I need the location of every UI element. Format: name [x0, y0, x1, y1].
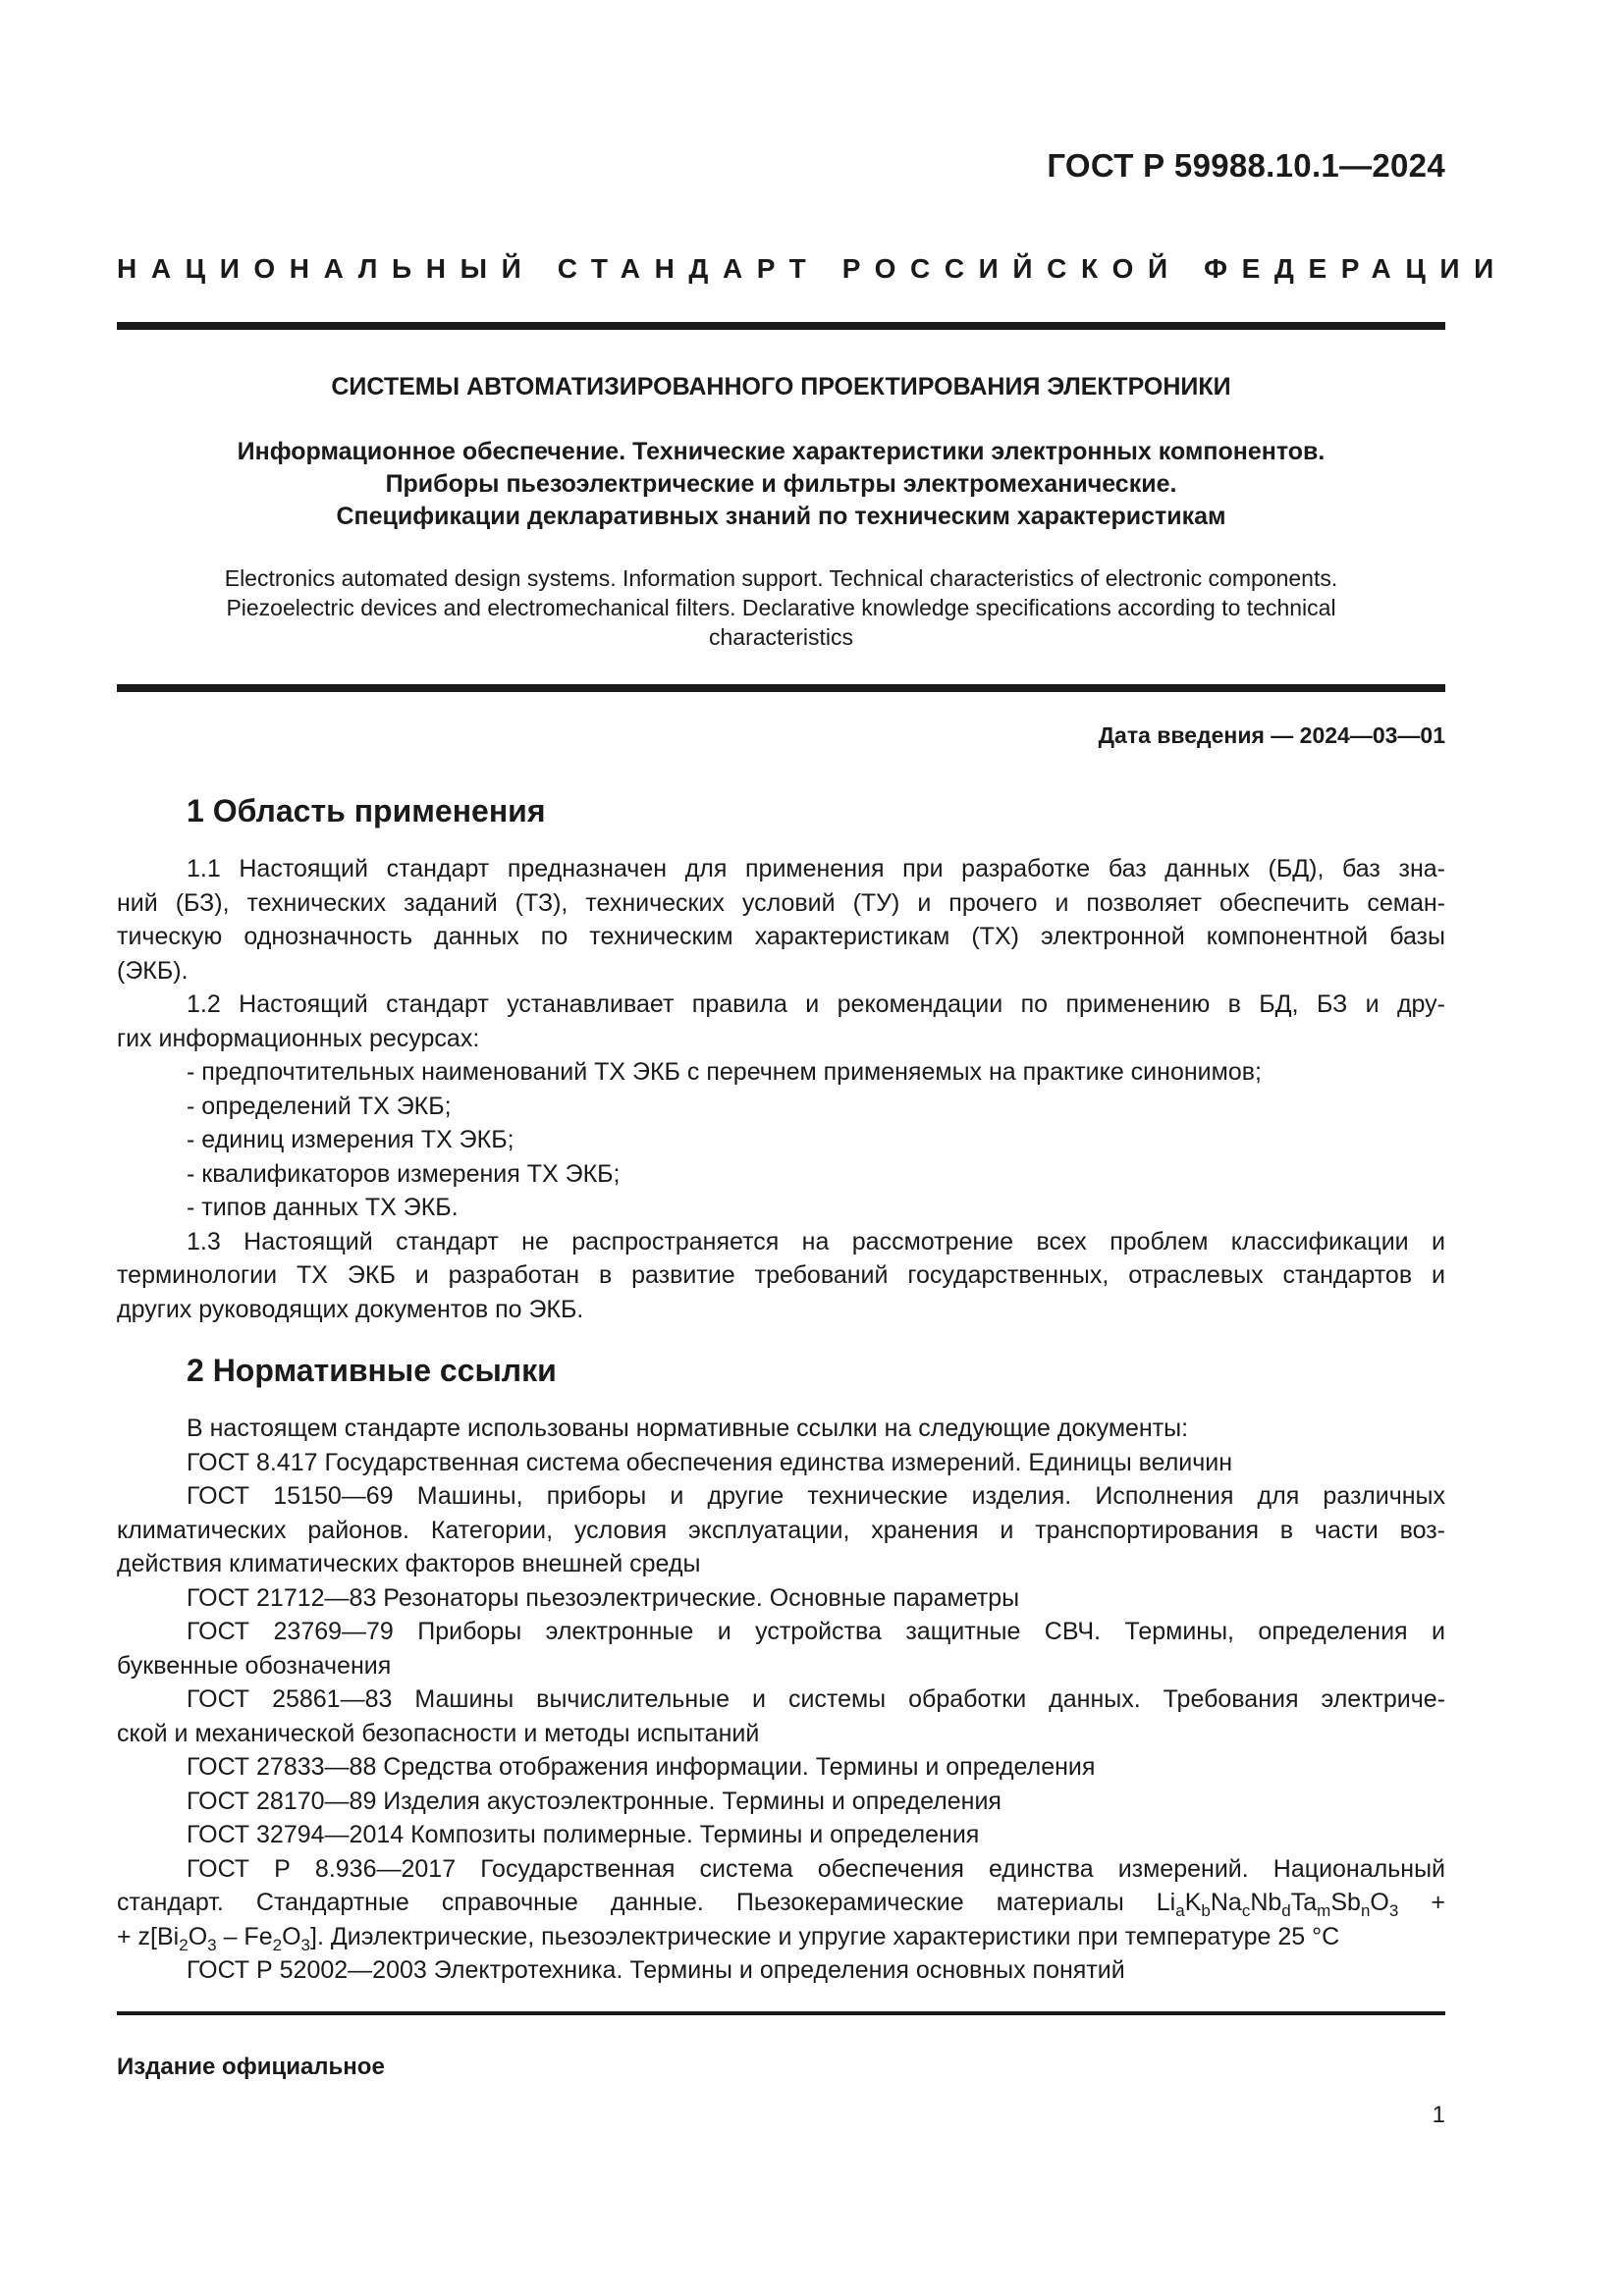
- formula-line: [117, 1920, 1445, 1954]
- formula-text: ]. Диэлектрические, пьезоэлектрические и упругие характеристики при температуре 25 °C: [310, 1922, 1340, 1950]
- paragraph-line: других руководящих документов по ЭКБ.: [117, 1295, 584, 1323]
- formula-text: Na: [1210, 1889, 1242, 1916]
- reference-line: ГОСТ 32794—2014 Композиты полимерные. Термины и определения: [187, 1821, 980, 1848]
- national-standard-banner: НАЦИОНАЛЬНЫЙ СТАНДАРТ РОССИЙСКОЙ ФЕДЕРАЦИИ: [117, 253, 1508, 284]
- top-divider: [117, 322, 1445, 330]
- formula-subscript: 3: [300, 1935, 310, 1954]
- formula-subscript: b: [1201, 1901, 1211, 1920]
- reference-line: действия климатических факторов внешней среды: [117, 1550, 701, 1577]
- formula-text: K: [1184, 1889, 1202, 1916]
- paragraph-line: 1.2 Настоящий стандарт устанавливает правила и рекомендации по применению в БД, БЗ и дру-: [187, 990, 1445, 1018]
- document-title: СИСТЕМЫ АВТОМАТИЗИРОВАННОГО ПРОЕКТИРОВАНИЯ ЭЛЕКТРОНИКИ: [331, 373, 1231, 400]
- reference-line: ГОСТ Р 8.936—2017 Государственная система обеспечения единства измерений. Национальный: [187, 1854, 1445, 1883]
- formula-subscript: d: [1281, 1901, 1291, 1920]
- document-code: ГОСТ Р 59988.10.1—2024: [1047, 147, 1445, 184]
- formula-subscript: 3: [1388, 1901, 1399, 1920]
- english-title-line: characteristics: [709, 624, 853, 650]
- english-title-line: Electronics automated design systems. Information support. Technical characteristics of electronic components.: [224, 565, 1338, 591]
- formula-text: Li: [1156, 1889, 1176, 1916]
- formula-text: +: [1398, 1889, 1446, 1916]
- formula-text: O: [1370, 1889, 1389, 1916]
- document-subtitle: [117, 436, 1445, 533]
- section-heading-references: 2 Нормативные ссылки: [187, 1353, 557, 1388]
- formula-text: Sb: [1330, 1889, 1361, 1916]
- formula-subscript: 2: [179, 1935, 189, 1954]
- official-edition-label: Издание официальное: [117, 2054, 385, 2080]
- reference-line: ГОСТ 27833—88 Средства отображения информации. Термины и определения: [187, 1753, 1096, 1781]
- reference-line: ГОСТ 23769—79 Приборы электронные и устройства защитные СВЧ. Термины, определения и: [187, 1618, 1445, 1645]
- list-item: - определений ТХ ЭКБ;: [187, 1092, 452, 1120]
- paragraph-line: терминологии ТХ ЭКБ и разработан в развитие требований государственных, отраслевых стандартов и: [117, 1261, 1445, 1289]
- section-heading-scope: 1 Область применения: [187, 793, 546, 828]
- list-item: - типов данных ТХ ЭКБ.: [187, 1194, 459, 1221]
- english-title-line: Piezoelectric devices and electromechanical filters. Declarative knowledge specifications according to technical: [226, 595, 1336, 620]
- subtitle-line: Спецификации декларативных знаний по техническим характеристикам: [336, 503, 1226, 530]
- formula-text: Ta: [1290, 1889, 1318, 1916]
- list-item: - предпочтительных наименований ТХ ЭКБ с перечнем применяемых на практике синонимов;: [187, 1058, 1262, 1086]
- title-divider: [117, 684, 1445, 692]
- english-title: [117, 563, 1445, 652]
- section-body-scope: [117, 852, 1445, 1326]
- formula-subscript: m: [1317, 1901, 1331, 1920]
- paragraph-line: В настоящем стандарте использованы нормативные ссылки на следующие документы:: [187, 1415, 1189, 1442]
- reference-line: ГОСТ 8.417 Государственная система обеспечения единства измерений. Единицы величин: [187, 1448, 1233, 1476]
- reference-line: буквенные обозначения: [117, 1651, 392, 1680]
- formula-subscript: c: [1241, 1901, 1251, 1920]
- formula-text: стандарт. Стандартные справочные данные. Пьезокерамические материалы: [117, 1889, 1157, 1916]
- subtitle-line: Приборы пьезоэлектрические и фильтры электромеханические.: [385, 470, 1177, 498]
- formula-text: O: [188, 1922, 208, 1950]
- reference-line: ГОСТ Р 52002—2003 Электротехника. Термины и определения основных понятий: [187, 1956, 1125, 1984]
- formula-text: + z[Bi: [117, 1922, 180, 1950]
- formula-line: [117, 1886, 1445, 1920]
- reference-line: ской и механической безопасности и методы испытаний: [117, 1719, 760, 1747]
- reference-line: ГОСТ 28170—89 Изделия акустоэлектронные. Термины и определения: [187, 1787, 1001, 1815]
- paragraph-line: тическую однозначность данных по техническим характеристикам (ТХ) электронной компонентной базы: [117, 923, 1445, 950]
- paragraph-line: ний (БЗ), технических заданий (ТЗ), технических условий (ТУ) и прочего и позволяет обеспечить семан-: [117, 888, 1445, 917]
- list-item: - единиц измерения ТХ ЭКБ;: [187, 1126, 514, 1153]
- formula-subscript: a: [1175, 1901, 1185, 1920]
- paragraph-line: (ЭКБ).: [117, 956, 189, 985]
- subtitle-line: Информационное обеспечение. Технические характеристики электронных компонентов.: [237, 438, 1326, 465]
- reference-line: климатических районов. Категории, условия эксплуатации, хранения и транспортирования в части воз-: [117, 1516, 1445, 1544]
- paragraph-line: 1.3 Настоящий стандарт не распространяется на рассмотрение всех проблем классификации и: [187, 1227, 1445, 1255]
- footer-divider: [117, 2011, 1445, 2015]
- reference-line: ГОСТ 21712—83 Резонаторы пьезоэлектрические. Основные параметры: [187, 1583, 1020, 1612]
- formula-text: O: [282, 1922, 301, 1950]
- formula-subscript: 2: [272, 1935, 283, 1954]
- formula-text: – Fe: [216, 1922, 273, 1950]
- formula-subscript: n: [1360, 1901, 1371, 1920]
- reference-line: ГОСТ 25861—83 Машины вычислительные и системы обработки данных. Требования электриче-: [187, 1685, 1445, 1713]
- section-body-references: [117, 1412, 1445, 1988]
- introduction-date: Дата введения — 2024—03—01: [1098, 722, 1445, 748]
- formula-text: Nb: [1250, 1889, 1282, 1916]
- paragraph-line: гих информационных ресурсах:: [117, 1024, 480, 1052]
- reference-line: ГОСТ 15150—69 Машины, приборы и другие технические изделия. Исполнения для различных: [187, 1482, 1445, 1510]
- page-number: 1: [1432, 2102, 1445, 2128]
- formula-subscript: 3: [207, 1935, 217, 1954]
- list-item: - квалификаторов измерения ТХ ЭКБ;: [187, 1159, 621, 1188]
- paragraph-line: 1.1 Настоящий стандарт предназначен для применения при разработке баз данных (БД), баз зна-: [187, 855, 1445, 882]
